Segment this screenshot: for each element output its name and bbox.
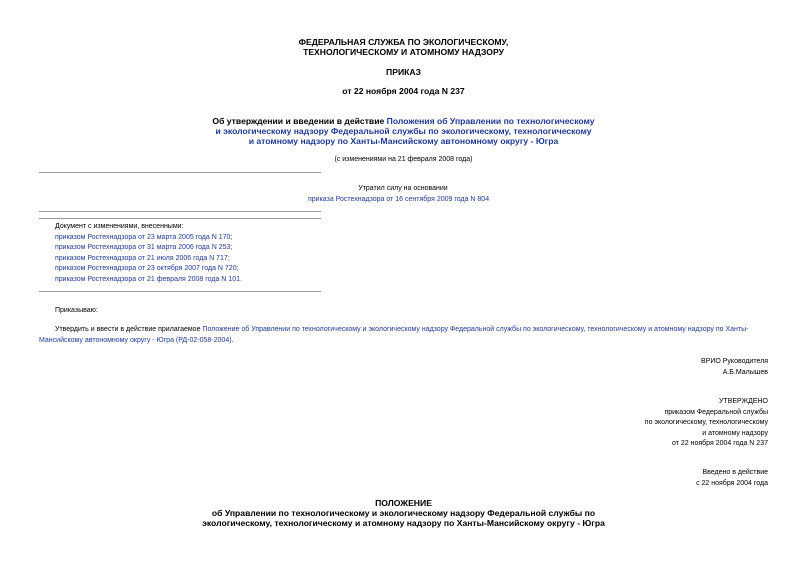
title-prefix: Об утверждении и введении в действие [212, 116, 387, 126]
changes-intro: Документ с изменениями, внесенными: [55, 223, 184, 230]
regulation-heading [0, 498, 807, 528]
approved-block [645, 397, 768, 450]
agency-line-2: ТЕХНОЛОГИЧЕСКОМУ И АТОМНОМУ НАДЗОРУ [303, 47, 504, 57]
agency-line-1: ФЕДЕРАЛЬНАЯ СЛУЖБА ПО ЭКОЛОГИЧЕСКОМУ, [298, 37, 509, 47]
order-word: Приказываю: [55, 307, 98, 314]
order-prefix: Утвердить и ввести в действие прилагаемое [55, 326, 203, 333]
signature-block [701, 356, 768, 378]
approved-title: УТВЕРЖДЕНО [718, 398, 768, 405]
repeal-text: Утратил силу на основании [358, 185, 448, 192]
approved-line-2: по экологическому, технологическому [644, 419, 768, 426]
doc-date: от 22 ноября 2004 года N 237 [342, 86, 465, 96]
regulation-link-2[interactable]: и экологическому надзору Федеральной службы по экологическому, технологическому [215, 126, 592, 136]
order-suffix: . [231, 337, 234, 344]
order-text-line-2 [39, 335, 234, 346]
approved-line-4: от 22 ноября 2004 года N 237 [672, 440, 768, 447]
agency-name [0, 37, 807, 57]
divider [39, 218, 321, 219]
divider [39, 291, 321, 292]
regulation-line-2: экологическому, технологическому и атомному надзору по Ханты-Мансийскому округу - Югра [202, 518, 605, 528]
changes-list [55, 222, 242, 285]
title-line-1 [0, 116, 807, 126]
divider [39, 172, 321, 173]
approved-line-3: и атомному надзору [702, 429, 768, 437]
change-link[interactable]: приказом Ростехнадзора от 23 октября 2007 года N 720; [55, 265, 239, 272]
change-link[interactable]: приказом Ростехнадзора от 21 июля 2006 года N 717; [55, 254, 230, 262]
regulation-approve-link-2[interactable]: Мансийскому автономному округу - Югра (РД-02-058-2004) [39, 337, 232, 344]
change-link[interactable]: приказом Ростехнадзора от 31 марта 2006 года N 253; [55, 244, 233, 251]
regulation-approve-link-1[interactable]: Положение об Управлении по технологическому и экологическому надзору Федеральной службы по экологическому, технологическому и атомному надзору по Ханты- [202, 326, 749, 333]
effective-line-2: с 22 ноября 2004 года [696, 480, 768, 487]
doc-type: ПРИКАЗ [386, 67, 421, 77]
signature-name: А.Б.Малышев [722, 369, 768, 376]
approved-line-1: приказом Федеральной службы [664, 408, 768, 416]
order-text-line-1 [55, 324, 775, 335]
repeal-link[interactable]: приказа Ростехнадзора от 16 сентября 2009 года N 804 [308, 196, 490, 203]
regulation-line-1: об Управлении по технологическому и экологическому надзору Федеральной службы по [211, 508, 596, 518]
regulation-link-3[interactable]: и атомному надзору по Ханты-Мансийскому автономному округу - Югра [248, 136, 559, 146]
amended-note: (с изменениями на 21 февраля 2008 года) [334, 156, 473, 163]
change-link[interactable]: приказом Ростехнадзора от 21 февраля 2008 года N 101. [55, 275, 242, 283]
regulation-title: ПОЛОЖЕНИЕ [375, 498, 432, 508]
effective-block [696, 467, 768, 489]
regulation-link-1[interactable]: Положения об Управлении по технологическому [386, 116, 595, 126]
change-link[interactable]: приказом Ростехнадзора от 23 марта 2005 года N 170; [55, 233, 233, 241]
signature-position: ВРИО Руководителя [701, 358, 768, 365]
document-title [0, 116, 807, 146]
effective-line-1: Введено в действие [702, 469, 768, 476]
divider [39, 211, 321, 212]
